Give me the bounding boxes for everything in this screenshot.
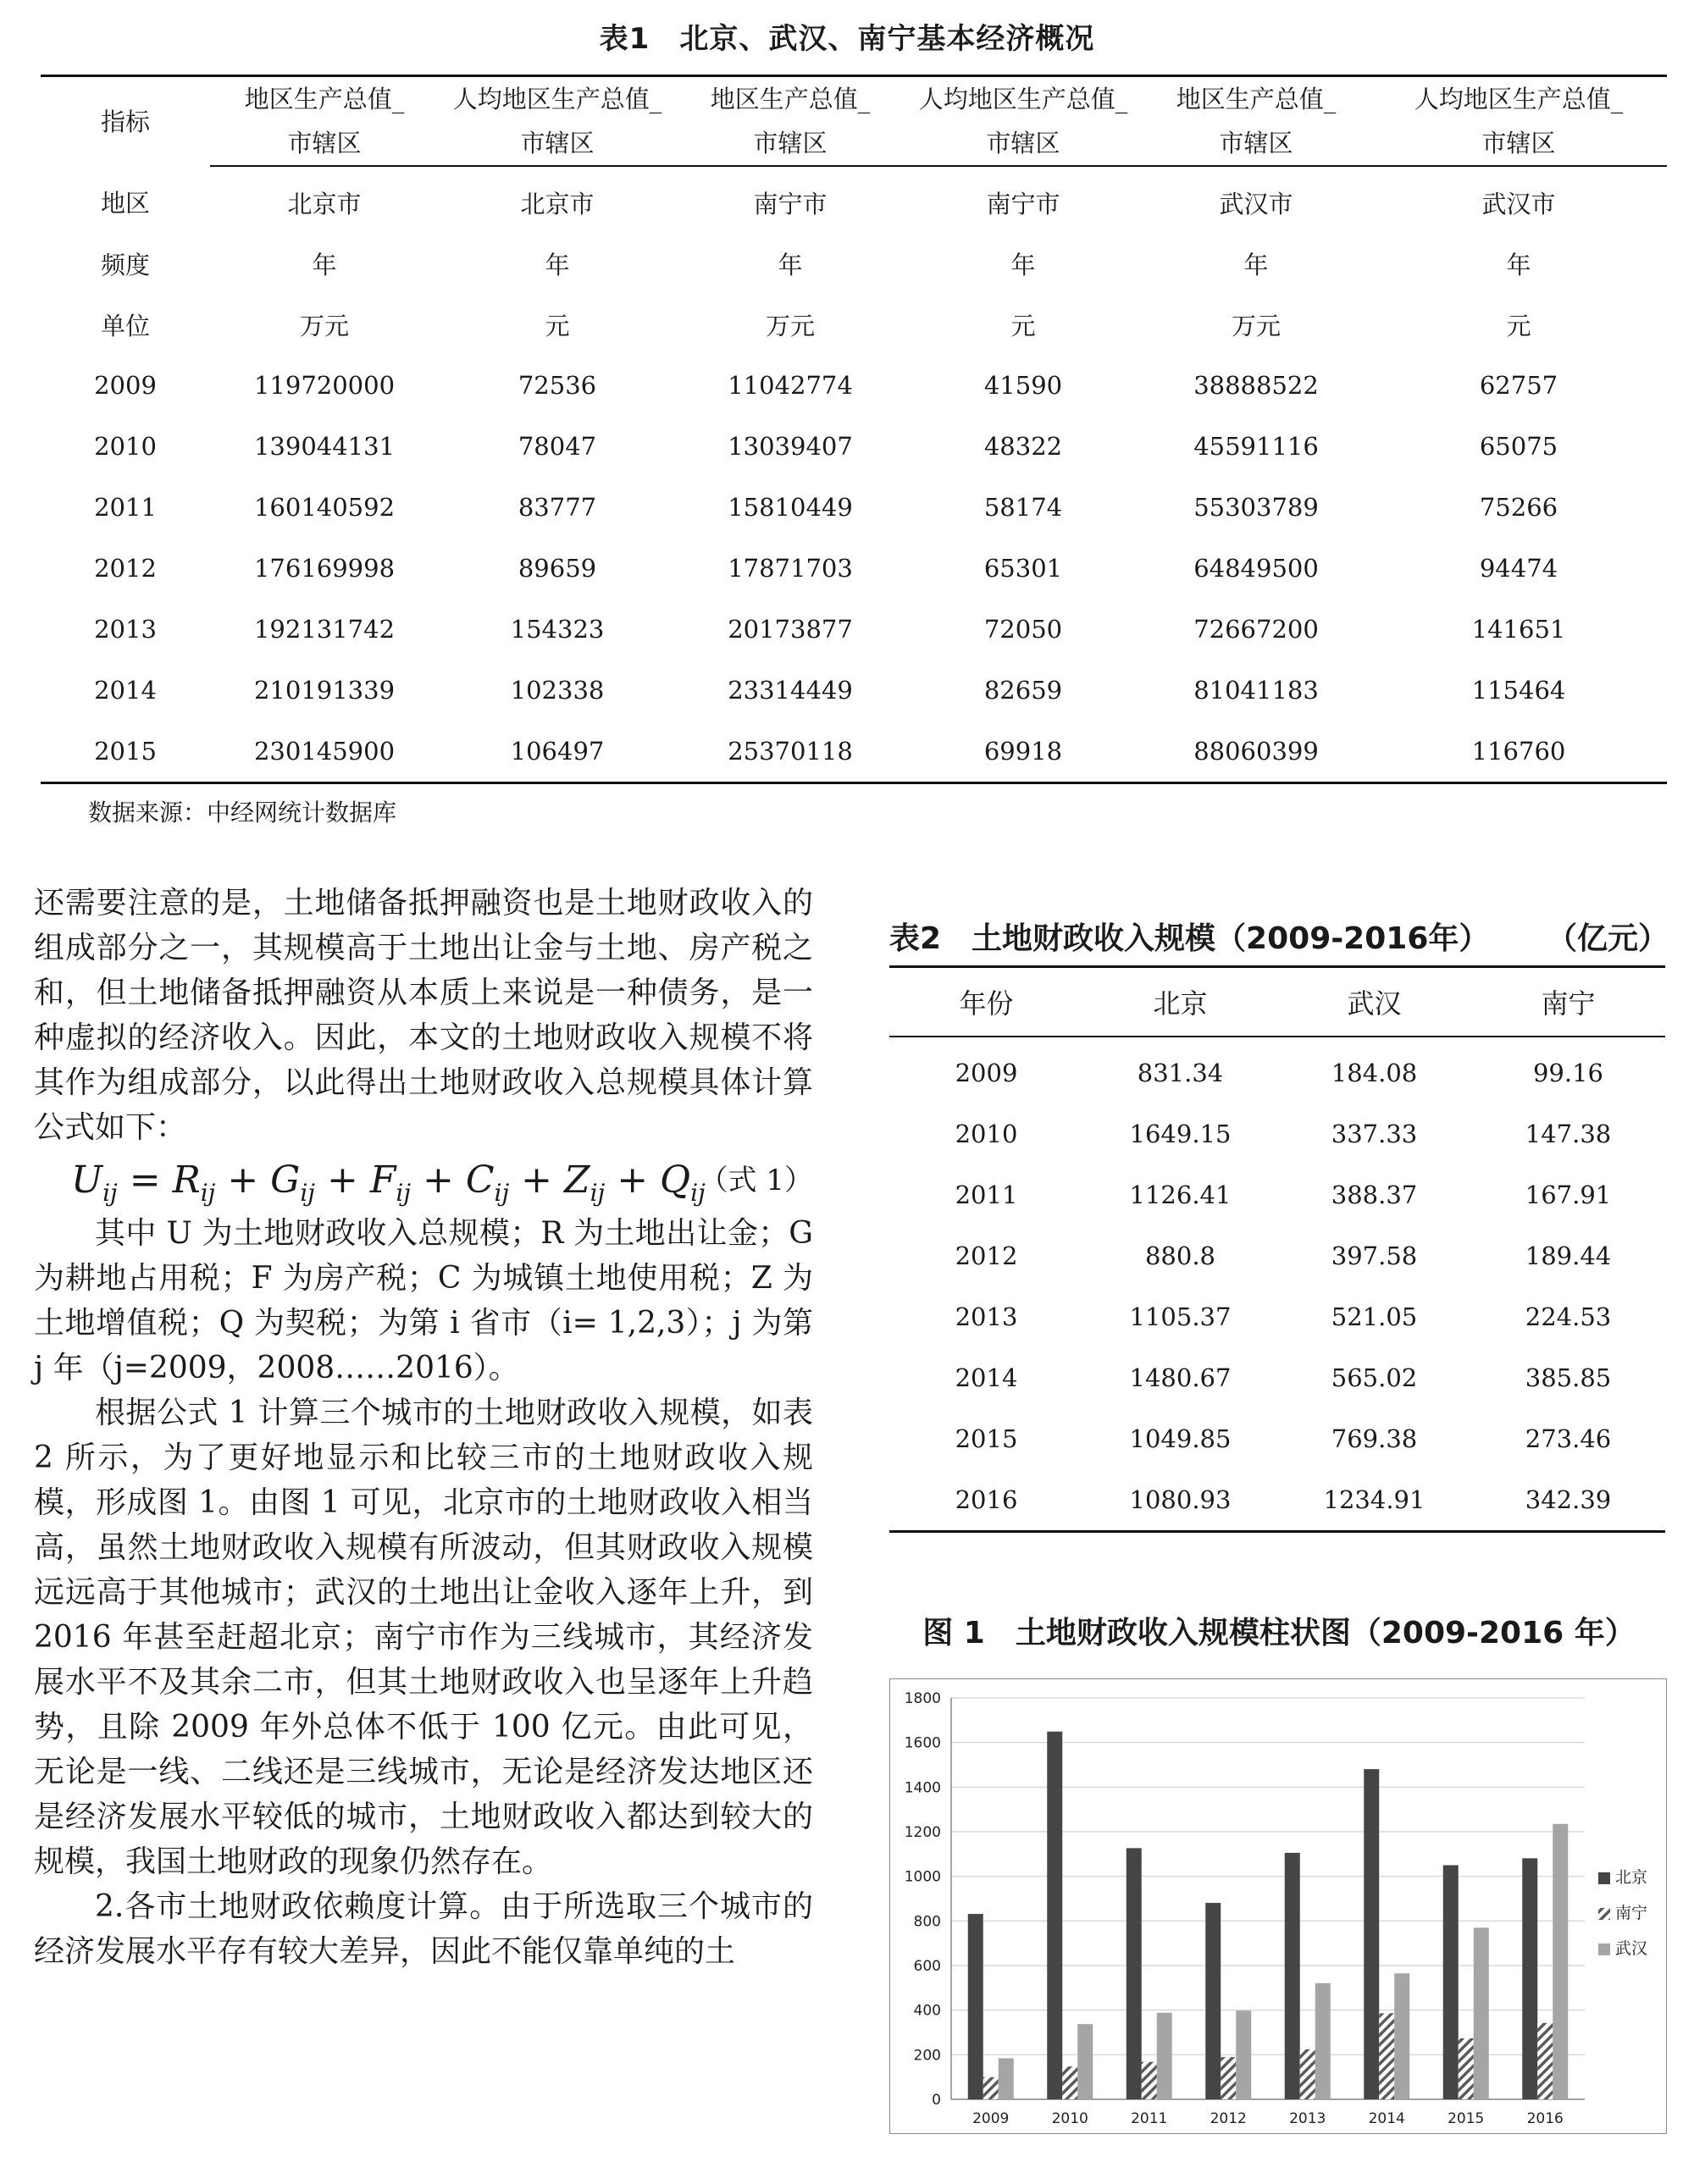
- table1-cell: 210191339: [253, 676, 396, 705]
- table1-body: [41, 166, 1667, 783]
- table1-cell: 北京市: [287, 189, 362, 218]
- formula-tag: （式 1）: [699, 1164, 813, 1197]
- table1-row-label: 2010: [94, 432, 157, 461]
- bar-南宁: [1221, 2057, 1236, 2099]
- bar-武汉: [1553, 1824, 1568, 2099]
- x-tick-label: 2013: [1289, 2110, 1326, 2127]
- x-tick-label: 2010: [1051, 2110, 1088, 2127]
- table2-body: [889, 1037, 1665, 1532]
- table1-cell: 南宁市: [986, 189, 1060, 218]
- table1-row: [41, 599, 1667, 660]
- table1-row-label: 2015: [41, 721, 210, 783]
- table1-row-label: 2011: [94, 493, 157, 522]
- table2-row: [889, 1347, 1665, 1408]
- table2-cell: 1049.85: [1129, 1424, 1232, 1453]
- table1-cell: 176169998: [253, 554, 396, 583]
- table1-cell: 武汉市: [1481, 189, 1556, 218]
- table1-row-label: 2014: [94, 676, 157, 705]
- table1-cell: 年: [1243, 250, 1269, 279]
- legend-label: 南宁: [1615, 1904, 1648, 1922]
- bar-南宁: [1300, 2049, 1315, 2099]
- body-text-column: [34, 881, 813, 1974]
- table2-cell: 224.53: [1525, 1302, 1612, 1331]
- table2-cell: 2014: [955, 1363, 1018, 1392]
- table2-cell: 2015: [955, 1424, 1018, 1453]
- table1-cell: 88060399: [1142, 721, 1370, 783]
- table1: [41, 75, 1667, 784]
- table1-cell: 45591116: [1193, 432, 1319, 461]
- bar-武汉: [1394, 1973, 1409, 2099]
- table1-cell: 78047: [518, 432, 597, 461]
- table1-row: [41, 660, 1667, 721]
- table1-cell: 154323: [510, 615, 605, 644]
- bar-武汉: [1157, 2013, 1172, 2099]
- y-tick-label: 1800: [904, 1690, 941, 1707]
- bar-南宁: [983, 2077, 999, 2099]
- bar-武汉: [1315, 1983, 1331, 2099]
- table1-cell: 72536: [518, 371, 597, 400]
- table1-cell: 万元: [1231, 311, 1281, 340]
- table2-cell: 1649.15: [1129, 1120, 1232, 1148]
- table1-cell: 55303789: [1193, 493, 1319, 522]
- table2-cell: 273.46: [1525, 1424, 1612, 1453]
- bar-北京: [1364, 1769, 1379, 2099]
- table1-cell: 89659: [518, 554, 597, 583]
- table2-cell: 1105.37: [1129, 1302, 1232, 1331]
- table1-cell: 年: [1010, 250, 1036, 279]
- table2-col-header: 年份: [889, 967, 1083, 1037]
- x-tick-label: 2009: [972, 2110, 1010, 2127]
- legend-label: 武汉: [1615, 1939, 1648, 1958]
- table1-col-subheader: 市辖区: [1142, 121, 1370, 166]
- x-tick-label: 2016: [1526, 2110, 1564, 2127]
- table1-cell: 72050: [983, 615, 1063, 644]
- table1-cell: 元: [1010, 311, 1036, 340]
- table2-cell: 1126.41: [1129, 1180, 1232, 1209]
- table2-col-header: 南宁: [1471, 967, 1665, 1037]
- y-tick-label: 600: [913, 1958, 941, 1975]
- table1-cell: 141651: [1471, 615, 1566, 644]
- bar-武汉: [999, 2059, 1014, 2099]
- table2-cell: 2009: [955, 1059, 1018, 1087]
- table1-cell: 13039407: [728, 432, 853, 461]
- y-tick-label: 1600: [904, 1734, 941, 1752]
- table1-cell: 38888522: [1193, 371, 1319, 400]
- table1-cell: 65075: [1479, 432, 1558, 461]
- y-tick-label: 1000: [904, 1868, 941, 1886]
- table2-cell: 2011: [955, 1180, 1018, 1209]
- table1-col-subheader: 市辖区: [210, 121, 439, 166]
- table2-title: [889, 915, 1669, 958]
- table1-cell: 17871703: [728, 554, 853, 583]
- x-tick-label: 2011: [1131, 2110, 1168, 2127]
- table1-cell: 106497: [439, 721, 676, 783]
- table1-row-label: 单位: [100, 311, 150, 340]
- table1-col-header: 地区生产总值_: [210, 76, 439, 122]
- table1-cell: 20173877: [728, 615, 853, 644]
- table2-cell: 388.37: [1331, 1180, 1418, 1209]
- table2-cell: 147.38: [1525, 1120, 1612, 1148]
- bar-南宁: [1537, 2023, 1553, 2099]
- table2-row: [889, 1037, 1665, 1103]
- bar-北京: [968, 1914, 983, 2099]
- table1-cell: 94474: [1479, 554, 1558, 583]
- table1-row: [41, 416, 1667, 477]
- table2-row: [889, 1225, 1665, 1286]
- y-tick-label: 800: [913, 1913, 941, 1931]
- table1-col-subheader: 市辖区: [1370, 121, 1667, 166]
- table1-cell: 192131742: [253, 615, 396, 644]
- table1-cell: 102338: [510, 676, 605, 705]
- table1-cell: 11042774: [728, 371, 853, 400]
- table2-cell: 2013: [955, 1302, 1018, 1331]
- table1-cell: 116760: [1370, 721, 1667, 783]
- table2-cell: 385.85: [1525, 1363, 1612, 1392]
- table1-row-label: 2013: [94, 615, 157, 644]
- table2-cell: 565.02: [1331, 1363, 1418, 1392]
- table1-cell: 119720000: [253, 371, 396, 400]
- table2-row: [889, 1286, 1665, 1347]
- bar-北京: [1522, 1858, 1537, 2099]
- table1-col-subheader: 市辖区: [676, 121, 905, 166]
- legend-swatch: [1598, 1943, 1610, 1955]
- table1-cell: 48322: [983, 432, 1063, 461]
- table2-cell: 521.05: [1331, 1302, 1418, 1331]
- table1-row: [41, 538, 1667, 599]
- table1-cell: 25370118: [676, 721, 905, 783]
- table2-cell: 189.44: [1525, 1241, 1612, 1270]
- bar-北京: [1285, 1853, 1300, 2099]
- table1-col-header: 地区生产总值_: [1142, 76, 1370, 122]
- table2-cell: 397.58: [1331, 1241, 1418, 1270]
- figure1-title: 图 1 土地财政收入规模柱状图（2009-2016 年）: [922, 1616, 1636, 1650]
- bar-南宁: [1062, 2066, 1077, 2099]
- table1-cell: 年: [312, 250, 337, 279]
- table1-row: [41, 166, 1667, 233]
- table1-cell: 72667200: [1193, 615, 1319, 644]
- legend-swatch: [1598, 1908, 1610, 1920]
- y-tick-label: 0: [932, 2092, 941, 2109]
- y-tick-label: 1400: [904, 1779, 941, 1797]
- bar-北京: [1127, 1848, 1142, 2099]
- table1-col-header: 人均地区生产总值_: [1370, 76, 1667, 122]
- table2-cell: 2010: [955, 1120, 1018, 1148]
- bar-武汉: [1236, 2010, 1251, 2099]
- table1-row-label: 2009: [94, 371, 157, 400]
- table1-cell: 年: [1506, 250, 1531, 279]
- table1-cell: 年: [545, 250, 570, 279]
- table1-col-header: 人均地区生产总值_: [439, 76, 676, 122]
- table1-cell: 139044131: [253, 432, 396, 461]
- table1-cell: 83777: [518, 493, 597, 522]
- table1-row-label: 地区: [100, 189, 150, 218]
- table1-col-subheader: 市辖区: [905, 121, 1142, 166]
- table1-row: [41, 233, 1667, 294]
- table1-cell: 23314449: [728, 676, 853, 705]
- table1-cell: 160140592: [253, 493, 396, 522]
- paragraph: 还需要注意的是，土地储备抵押融资也是土地财政收入的组成部分之一，其规模高于土地出让金与土地、房产税之和，但土地储备抵押融资从本质上来说是一种债务，是一种虚拟的经济收入。因此，本文的土地财政收入规模不将其作为组成部分，以此得出土地财政收入总规模具体计算公式如下：: [34, 886, 813, 1145]
- table1-row: [41, 477, 1667, 538]
- table1-row-label: 频度: [100, 250, 150, 279]
- table1-cell: 南宁市: [753, 189, 828, 218]
- legend-swatch: [1598, 1872, 1610, 1884]
- x-tick-label: 2015: [1448, 2110, 1485, 2127]
- bar-南宁: [1142, 2062, 1157, 2099]
- figure1-chart: [889, 1678, 1667, 2134]
- table1-row: [41, 355, 1667, 416]
- table2-row: [889, 1103, 1665, 1164]
- table1-source-note: 数据来源：中经网统计数据库: [88, 799, 397, 827]
- table1-col-header: 人均地区生产总值_: [905, 76, 1142, 122]
- bar-南宁: [1379, 2013, 1394, 2099]
- table1-cell: 元: [545, 311, 570, 340]
- y-tick-label: 400: [913, 2002, 941, 2020]
- table2-row: [889, 1469, 1665, 1532]
- table1-row-label: 2012: [94, 554, 157, 583]
- table1-col-header: 地区生产总值_: [676, 76, 905, 122]
- table2-cell: 769.38: [1331, 1424, 1418, 1453]
- bar-北京: [1205, 1903, 1221, 2099]
- formula-1: [34, 1150, 813, 1211]
- table2-cell: 167.91: [1525, 1180, 1612, 1209]
- table2-cell: 184.08: [1331, 1059, 1418, 1087]
- table1-cell: 115464: [1471, 676, 1566, 705]
- table1-col-subheader: 市辖区: [439, 121, 676, 166]
- table1-cell: 元: [1506, 311, 1531, 340]
- table2-col-header: 武汉: [1277, 967, 1471, 1037]
- table1-cell: 北京市: [520, 189, 595, 218]
- table2-row: [889, 1408, 1665, 1469]
- table2-cell: 1480.67: [1129, 1363, 1232, 1392]
- table1-cell: 年: [778, 250, 803, 279]
- table1-row: [41, 294, 1667, 355]
- bar-武汉: [1077, 2024, 1093, 2099]
- paragraph: 其中 U 为土地财政收入总规模；R 为土地出让金；G 为耕地占用税；F 为房产税；C 为城镇土地使用税；Z 为土地增值税；Q 为契税；为第 i 省市（i= 1,2,3）；j 为第 j 年（j=2009，2008……2016）。: [34, 1216, 813, 1385]
- table2-cell: 1080.93: [1083, 1469, 1277, 1532]
- table1-cell: 58174: [983, 493, 1063, 522]
- table1-cell: 64849500: [1193, 554, 1319, 583]
- formula-expression: $U_{ij} = R_{ij} + G_{ij} + F_{ij} + C_{ij} + Z_{ij} + Q_{ij}$: [71, 1158, 706, 1207]
- table1-cell: 75266: [1479, 493, 1558, 522]
- table1-cell: 69918: [905, 721, 1142, 783]
- bar-南宁: [1459, 2038, 1474, 2099]
- paragraph: 2.各市土地财政依赖度计算。由于所选取三个城市的经济发展水平存有较大差异，因此不能仅靠单纯的土: [34, 1889, 813, 1969]
- table1-cell: 万元: [299, 311, 349, 340]
- table2-cell: 2012: [955, 1241, 1018, 1270]
- table2-cell: 880.8: [1144, 1241, 1216, 1270]
- legend-label: 北京: [1615, 1868, 1648, 1887]
- table2-col-header: 北京: [1083, 967, 1277, 1037]
- y-tick-label: 1200: [904, 1824, 941, 1841]
- table1-cell: 230145900: [210, 721, 439, 783]
- table1-cell: 62757: [1479, 371, 1558, 400]
- table2-cell: 99.16: [1532, 1059, 1604, 1087]
- bar-武汉: [1474, 1927, 1489, 2099]
- table2-cell: 2016: [889, 1469, 1083, 1532]
- table1-cell: 41590: [983, 371, 1063, 400]
- bar-chart: [890, 1679, 1666, 2133]
- table2-cell: 342.39: [1471, 1469, 1665, 1532]
- table1-cell: 81041183: [1193, 676, 1319, 705]
- table2-title-text: 表2 土地财政收入规模（2009-2016年）: [889, 921, 1490, 956]
- table2: [889, 965, 1665, 1533]
- table2-row: [889, 1164, 1665, 1225]
- table1-row: [41, 721, 1667, 783]
- table1-cell: 82659: [983, 676, 1063, 705]
- x-tick-label: 2014: [1368, 2110, 1405, 2127]
- bar-北京: [1047, 1732, 1062, 2099]
- bar-北京: [1443, 1866, 1459, 2099]
- table1-cell: 65301: [983, 554, 1063, 583]
- table2-unit: （亿元）: [1546, 921, 1669, 956]
- table1-cell: 15810449: [728, 493, 853, 522]
- table1-title: 表1 北京、武汉、南宁基本经济概况: [599, 22, 1095, 56]
- table2-cell: 1234.91: [1277, 1469, 1471, 1532]
- table2-cell: 337.33: [1331, 1120, 1418, 1148]
- table2-cell: 831.34: [1137, 1059, 1224, 1087]
- y-tick-label: 200: [913, 2047, 941, 2065]
- x-tick-label: 2012: [1210, 2110, 1247, 2127]
- table1-header-label: 指标: [41, 76, 210, 167]
- paragraph: 根据公式 1 计算三个城市的土地财政收入规模，如表 2 所示，为了更好地显示和比较三市的土地财政收入规模，形成图 1。由图 1 可见，北京市的土地财政收入相当高，虽然土地财政收入规模有所波动，但其财政收入规模远远高于其他城市；武汉的土地出让金收入逐年上升，到 2016 年甚至赶超北京；南宁市作为三线城市，其经济发展水平不及其余二市，但其土地财政收入也呈逐年上升趋势，且除 2009 年外总体不低于 100 亿元。由此可见，无论是一线、二线还是三线城市，无论是经济发达地区还是经济发展水平较低的城市，土地财政收入都达到较大的规模，我国土地财政的现象仍然存在。: [34, 1396, 813, 1879]
- table1-cell: 武汉市: [1219, 189, 1293, 218]
- table1-cell: 万元: [765, 311, 815, 340]
